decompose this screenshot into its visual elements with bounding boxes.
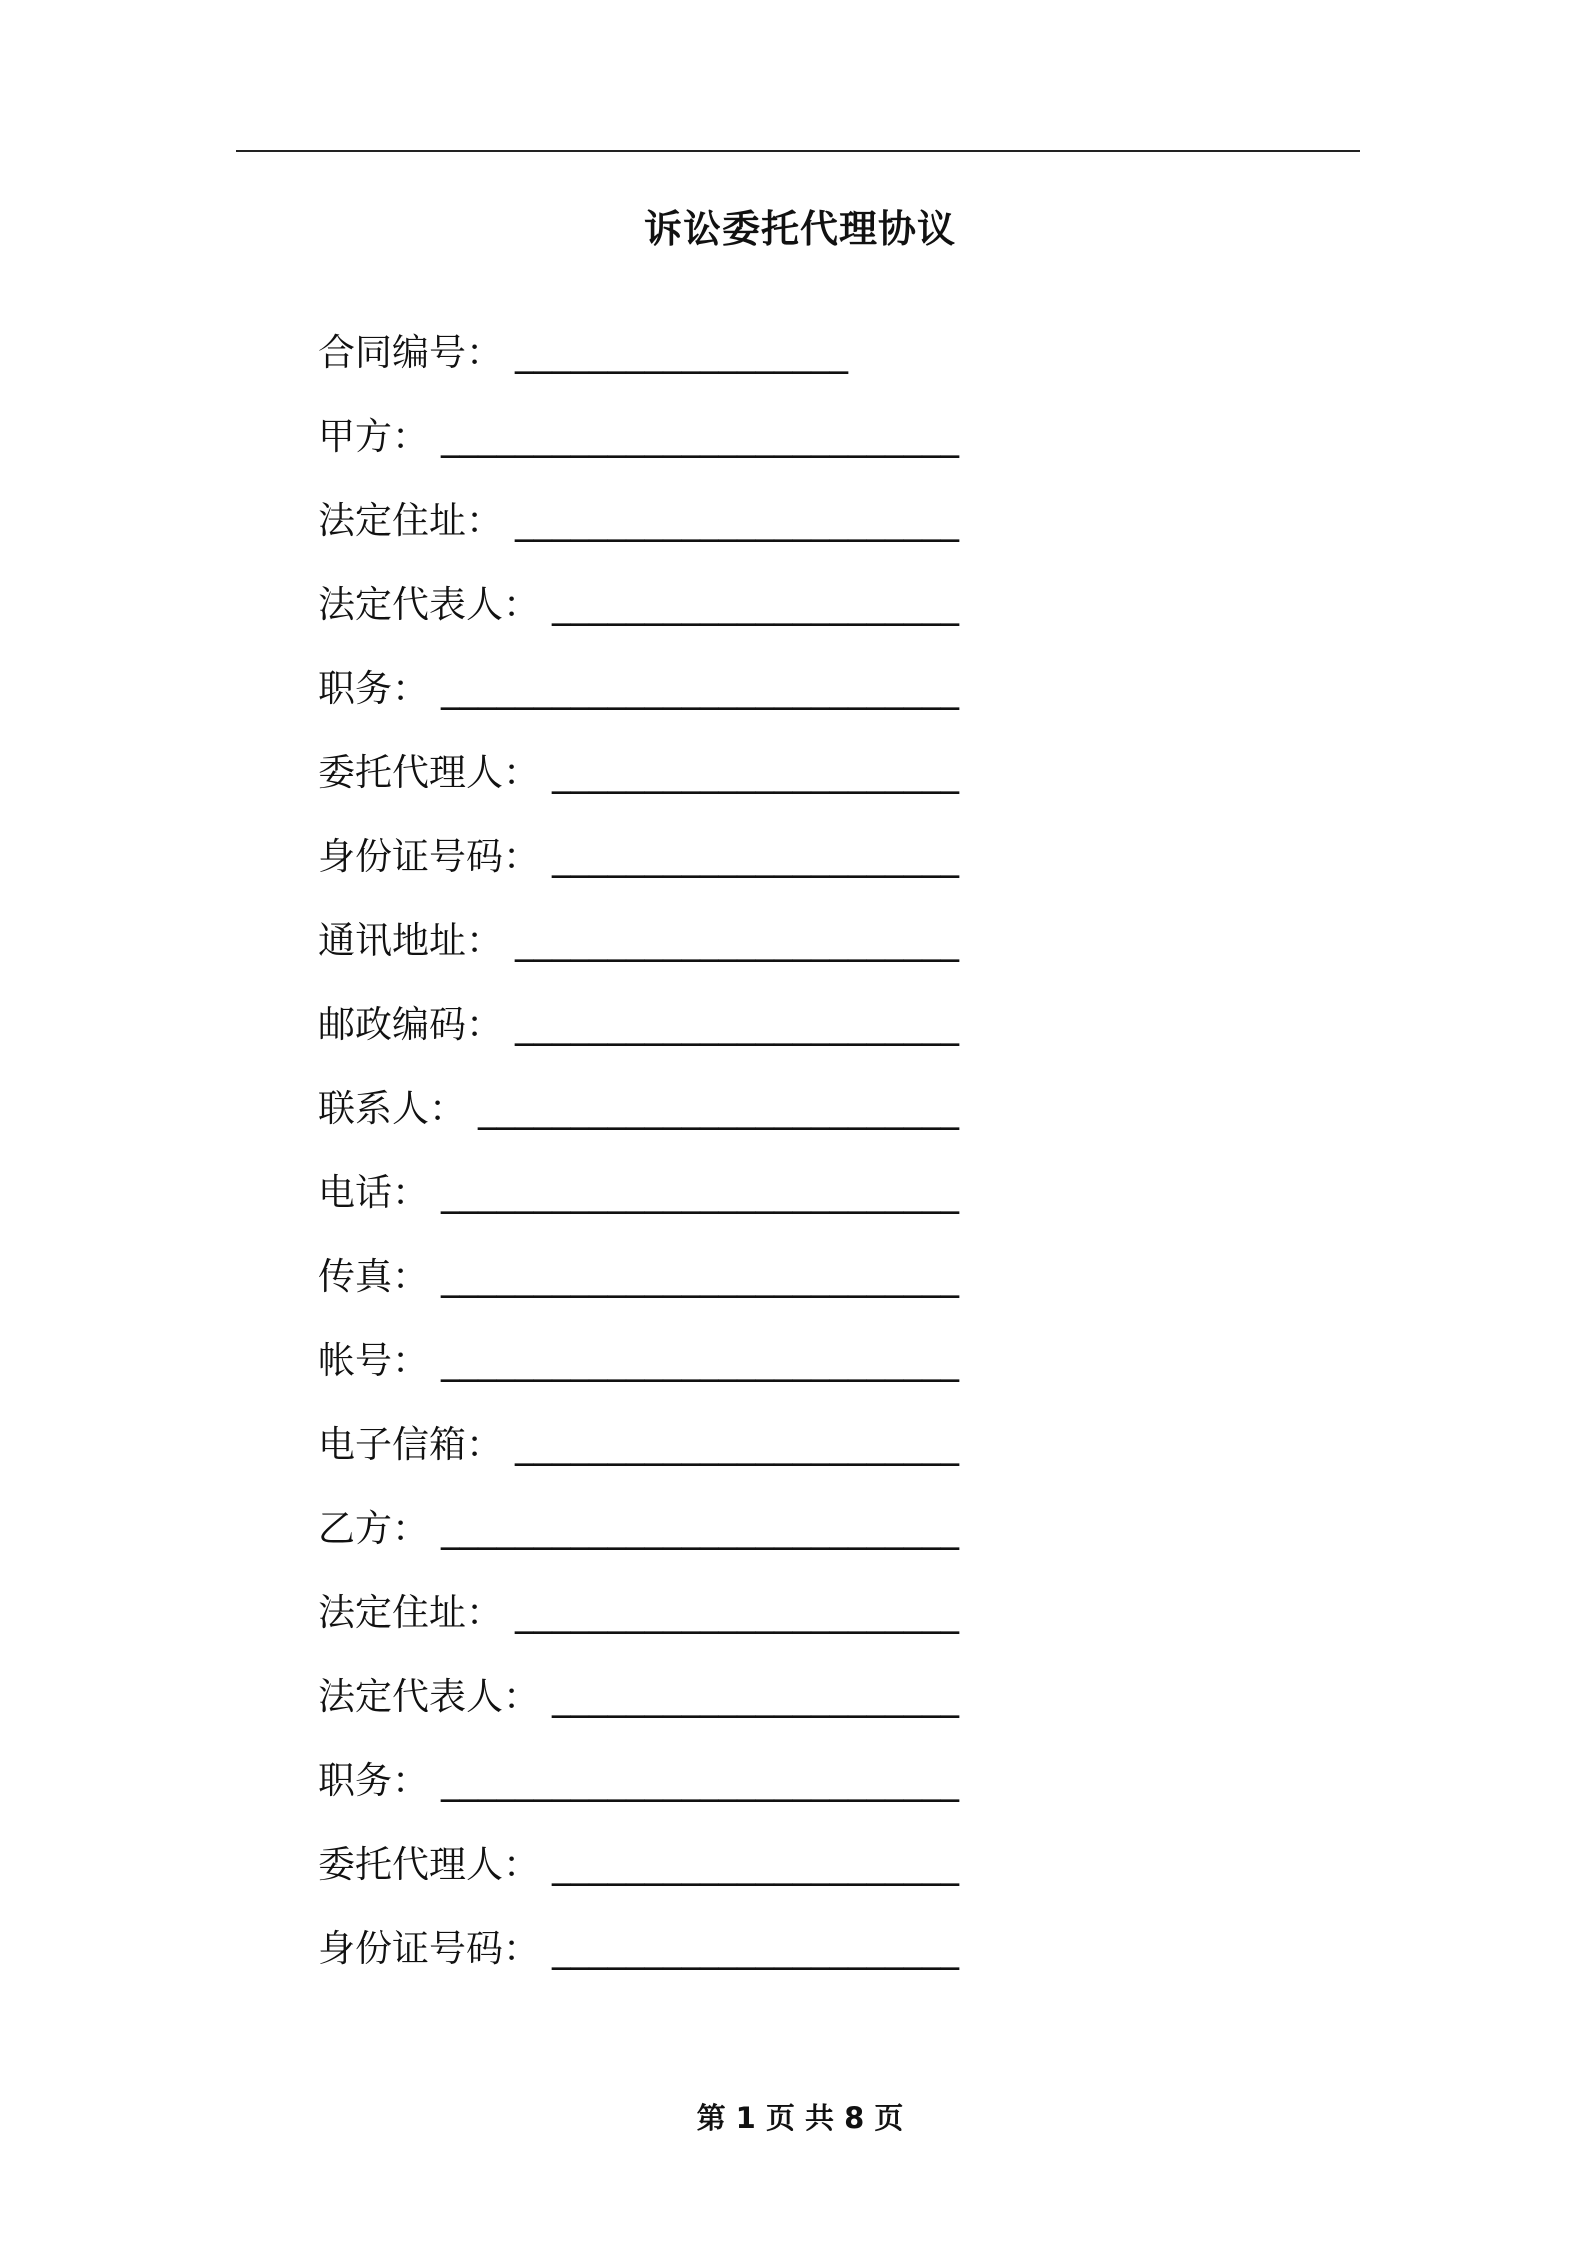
field-label: 电话： bbox=[318, 1171, 429, 1214]
field-blank: ______________________ bbox=[552, 583, 959, 626]
field-party-b bbox=[318, 1501, 1318, 1585]
field-blank: ______________________ bbox=[552, 751, 959, 794]
field-blank: ________________________ bbox=[515, 1591, 959, 1634]
field-label: 通讯地址： bbox=[318, 919, 503, 962]
field-email bbox=[318, 1417, 1318, 1501]
field-blank: ____________________________ bbox=[441, 1507, 959, 1550]
field-blank: ________________________ bbox=[515, 499, 959, 542]
field-label: 法定代表人： bbox=[318, 1675, 540, 1718]
field-party-b-agent bbox=[318, 1837, 1318, 1921]
field-account bbox=[318, 1333, 1318, 1417]
field-contract-number bbox=[318, 325, 1318, 409]
field-label: 邮政编码： bbox=[318, 1003, 503, 1046]
field-blank: ____________________________ bbox=[441, 415, 959, 458]
field-blank: ________________________ bbox=[515, 1423, 959, 1466]
field-party-a-legal-representative bbox=[318, 577, 1318, 661]
field-label: 帐号： bbox=[318, 1339, 429, 1382]
field-blank: ________________________ bbox=[515, 919, 959, 962]
field-label: 身份证号码： bbox=[318, 835, 540, 878]
field-blank: ______________________ bbox=[552, 1675, 959, 1718]
field-fax bbox=[318, 1249, 1318, 1333]
field-label: 法定住址： bbox=[318, 499, 503, 542]
field-label: 委托代理人： bbox=[318, 1843, 540, 1886]
field-label: 乙方： bbox=[318, 1507, 429, 1550]
field-party-b-legal-representative bbox=[318, 1669, 1318, 1753]
field-party-a-agent bbox=[318, 745, 1318, 829]
field-blank: ______________________ bbox=[552, 1843, 959, 1886]
field-party-a-position bbox=[318, 661, 1318, 745]
field-phone bbox=[318, 1165, 1318, 1249]
field-mailing-address bbox=[318, 913, 1318, 997]
field-label: 甲方： bbox=[318, 415, 429, 458]
field-blank: ____________________________ bbox=[441, 1255, 959, 1298]
field-blank: ____________________________ bbox=[441, 1171, 959, 1214]
field-blank: ____________________________ bbox=[441, 1759, 959, 1802]
field-party-a bbox=[318, 409, 1318, 493]
document-title: 诉讼委托代理协议 bbox=[643, 207, 956, 251]
field-blank: ________________________ bbox=[515, 1003, 959, 1046]
field-label: 联系人： bbox=[318, 1087, 466, 1130]
page-number-footer: 第 1 页 共 8 页 bbox=[696, 2101, 904, 2135]
header-rule bbox=[236, 150, 1360, 152]
field-party-b-position bbox=[318, 1753, 1318, 1837]
field-label: 法定代表人： bbox=[318, 583, 540, 626]
field-postal-code bbox=[318, 997, 1318, 1081]
field-contact-person bbox=[318, 1081, 1318, 1165]
field-party-b-legal-address bbox=[318, 1585, 1318, 1669]
field-label: 职务： bbox=[318, 1759, 429, 1802]
field-blank: ____________________________ bbox=[441, 667, 959, 710]
field-blank: ______________________ bbox=[552, 835, 959, 878]
field-label: 传真： bbox=[318, 1255, 429, 1298]
form-fields bbox=[318, 325, 1318, 2005]
field-blank: __________________________ bbox=[478, 1087, 959, 1130]
field-party-b-id-number bbox=[318, 1921, 1318, 2005]
field-blank: ____________________________ bbox=[441, 1339, 959, 1382]
field-label: 委托代理人： bbox=[318, 751, 540, 794]
field-party-a-legal-address bbox=[318, 493, 1318, 577]
field-party-a-id-number bbox=[318, 829, 1318, 913]
field-blank: ______________________ bbox=[552, 1927, 959, 1970]
field-label: 职务： bbox=[318, 667, 429, 710]
field-label: 法定住址： bbox=[318, 1591, 503, 1634]
field-label: 合同编号： bbox=[318, 331, 503, 374]
field-label: 身份证号码： bbox=[318, 1927, 540, 1970]
field-blank: __________________ bbox=[515, 331, 848, 374]
field-label: 电子信箱： bbox=[318, 1423, 503, 1466]
